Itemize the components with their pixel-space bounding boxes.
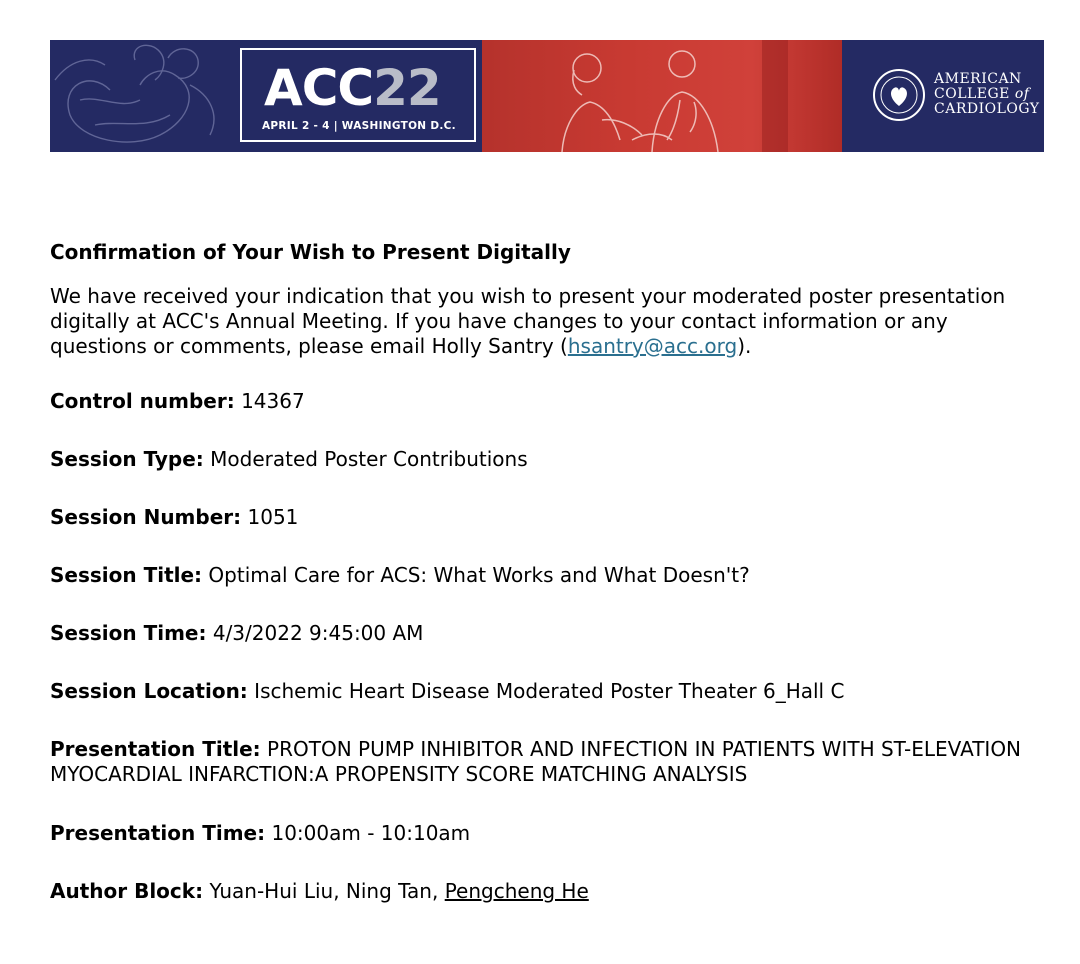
acc22-banner xyxy=(50,40,1044,152)
heart-illustration xyxy=(50,40,240,152)
acc-seal-icon xyxy=(872,68,926,122)
presentation-title-field: Presentation Title: PROTON PUMP INHIBITOR AND INFECTION IN PATIENTS WITH ST-ELEVATION MYOCARDIAL INFARCTION:A PROPENSITY SCORE MATCHING ANALYSIS xyxy=(50,737,1022,786)
acc22-logo xyxy=(240,48,476,142)
acc22-wordmark: ACC22 xyxy=(264,59,441,117)
session-time-field: Session Time: 4/3/2022 9:45:00 AM xyxy=(50,621,424,645)
intro-paragraph: We have received your indication that you wish to present your moderated poster presentation digitally at ACC's Annual Meeting. If you have changes to your contact information or any questions or comments, please email Holly Santry (hsantry@acc.org). xyxy=(50,284,1006,358)
email-heading: Confirmation of Your Wish to Present Digitally xyxy=(50,240,571,264)
control-number-field: Control number: 14367 xyxy=(50,389,305,413)
presenting-author: Pengcheng He xyxy=(444,879,589,903)
session-location-field: Session Location: Ischemic Heart Disease Moderated Poster Theater 6_Hall C xyxy=(50,679,845,703)
clinicians-illustration xyxy=(482,40,842,152)
acc-org-panel xyxy=(842,40,1044,152)
email-body xyxy=(50,240,1060,937)
presentation-time-field: Presentation Time: 10:00am - 10:10am xyxy=(50,821,471,845)
contact-email-link[interactable]: hsantry@acc.org xyxy=(567,334,738,358)
acc22-tagline: APRIL 2 - 4 | WASHINGTON D.C. xyxy=(262,120,456,132)
session-number-field: Session Number: 1051 xyxy=(50,505,299,529)
author-block-field: Author Block: Yuan-Hui Liu, Ning Tan, Pengcheng He xyxy=(50,879,589,903)
acc-org-name: AMERICAN COLLEGE of CARDIOLOGY xyxy=(934,71,1040,117)
session-title-field: Session Title: Optimal Care for ACS: What Works and What Doesn't? xyxy=(50,563,750,587)
heart-line-art-icon xyxy=(50,40,240,152)
acc22-logo-panel xyxy=(240,40,482,152)
session-type-field: Session Type: Moderated Poster Contributions xyxy=(50,447,528,471)
doctors-line-art-icon xyxy=(482,40,842,152)
